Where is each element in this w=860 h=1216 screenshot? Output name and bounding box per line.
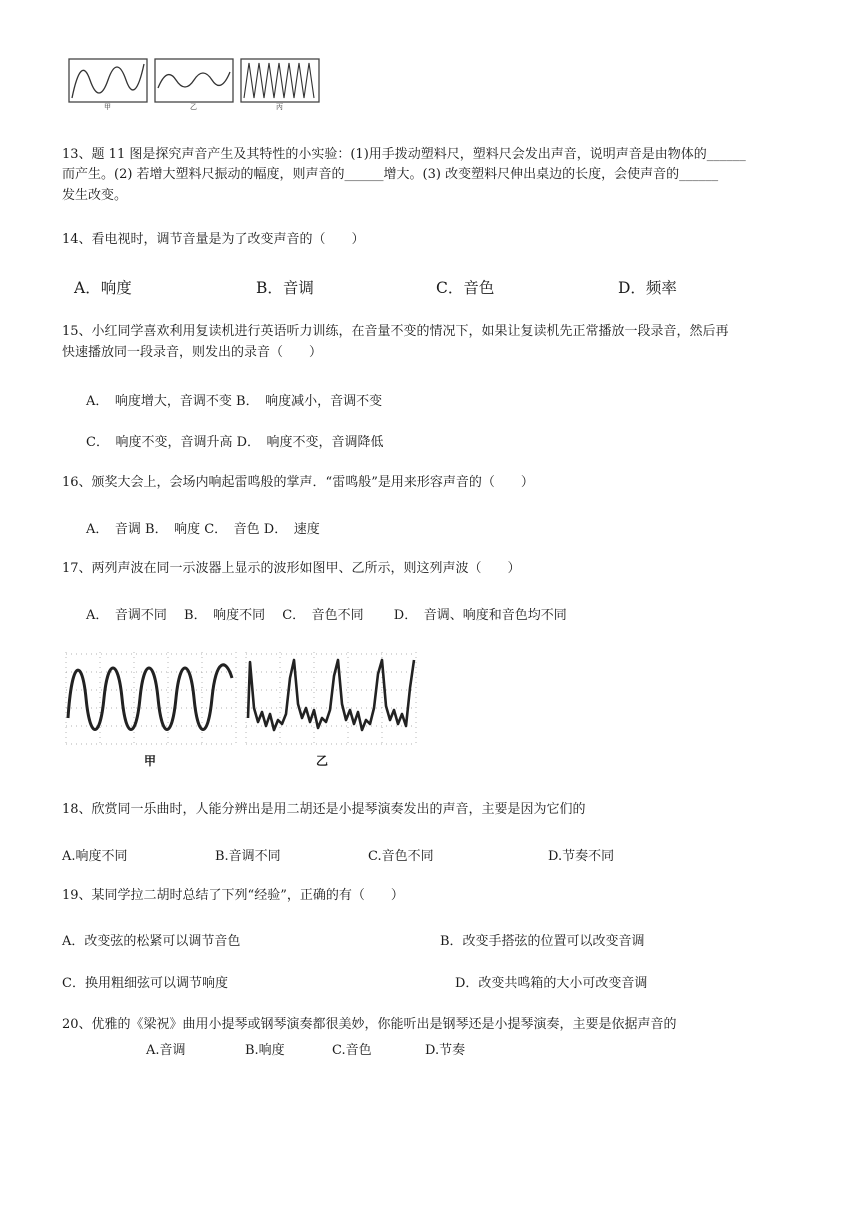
q13-line-2: 而产生。(2) 若增大塑料尺振动的幅度，则声音的______增大。(3) 改变塑料尺伸出桌边的长度，会使声音的______ xyxy=(62,167,719,182)
figure-label-bing: 丙 xyxy=(276,103,283,111)
q18-option-c: C.音色不同 xyxy=(368,849,434,864)
waveform-box-yi xyxy=(154,58,234,103)
waveform-box-jia xyxy=(68,58,148,103)
q20-stem: 20、优雅的《梁祝》曲用小提琴或钢琴演奏都很美妙，你能听出是钢琴还是小提琴演奏，主要是依据声音的 xyxy=(62,1017,677,1032)
q18-stem: 18、欣赏同一乐曲时，人能分辨出是用二胡还是小提琴演奏发出的声音，主要是因为它们的 xyxy=(62,802,586,817)
q13-line-1: 13、题 11 图是探究声音产生及其特性的小实验：(1)用手拨动塑料尺，塑料尺会发出声音，说明声音是由物体的______ xyxy=(62,147,746,162)
q20-option-b: B.响度 xyxy=(245,1043,285,1058)
figure-label-jia: 甲 xyxy=(104,103,111,111)
q14-option-c: C．音色 xyxy=(436,279,495,297)
waveform-figure-top xyxy=(68,58,320,118)
q17-options: A． 音调不同 B． 响度不同 C． 音色不同 D． 音调、响度和音色均不同 xyxy=(86,608,567,623)
waveform-yi xyxy=(242,648,420,752)
q14-option-b: B．音调 xyxy=(256,279,314,297)
q15-line-2: 快速播放同一段录音，则发出的录音（ ） xyxy=(62,345,323,360)
q18-option-a: A.响度不同 xyxy=(62,849,128,864)
q16-stem: 16、颁奖大会上，会场内响起雷鸣般的掌声．“雷鸣般”是用来形容声音的（ ） xyxy=(62,475,534,490)
q19-option-b: B．改变手搭弦的位置可以改变音调 xyxy=(440,934,645,949)
q15-line-1: 15、小红同学喜欢利用复读机进行英语听力训练，在音量不变的情况下，如果让复读机先正常播放一段录音，然后再 xyxy=(62,324,729,339)
q14-option-d: D．频率 xyxy=(618,279,677,297)
q19-stem: 19、某同学拉二胡时总结了下列“经验”，正确的有（ ） xyxy=(62,888,404,903)
q19-option-c: C．换用粗细弦可以调节响度 xyxy=(62,976,228,991)
figure-label-yi: 乙 xyxy=(190,103,197,111)
q13-line-3: 发生改变。 xyxy=(62,188,128,203)
q14-option-a: A．响度 xyxy=(74,279,132,297)
waveform-box-bing xyxy=(240,58,320,103)
q20-option-d: D.节奏 xyxy=(425,1043,466,1058)
figure-caption-jia: 甲 xyxy=(144,754,157,768)
q17-stem: 17、两列声波在同一示波器上显示的波形如图甲、乙所示，则这列声波（ ） xyxy=(62,561,521,576)
figure-caption-yi: 乙 xyxy=(316,754,329,768)
q18-option-b: B.音调不同 xyxy=(215,849,281,864)
q20-option-a: A.音调 xyxy=(146,1043,186,1058)
q18-option-d: D.节奏不同 xyxy=(548,849,615,864)
waveform-jia xyxy=(62,648,240,752)
q20-option-c: C.音色 xyxy=(332,1043,372,1058)
q19-option-d: D．改变共鸣箱的大小可改变音调 xyxy=(455,976,648,991)
q14-stem: 14、看电视时，调节音量是为了改变声音的（ ） xyxy=(62,232,365,247)
q15-options-cd: C． 响度不变，音调升高 D． 响度不变，音调降低 xyxy=(86,435,384,450)
q19-option-a: A．改变弦的松紧可以调节音色 xyxy=(62,934,241,949)
q16-options: A． 音调 B． 响度 C． 音色 D． 速度 xyxy=(86,522,320,537)
q15-options-ab: A． 响度增大，音调不变 B． 响度减小，音调不变 xyxy=(86,394,383,409)
waveform-figure-q17 xyxy=(62,648,422,770)
